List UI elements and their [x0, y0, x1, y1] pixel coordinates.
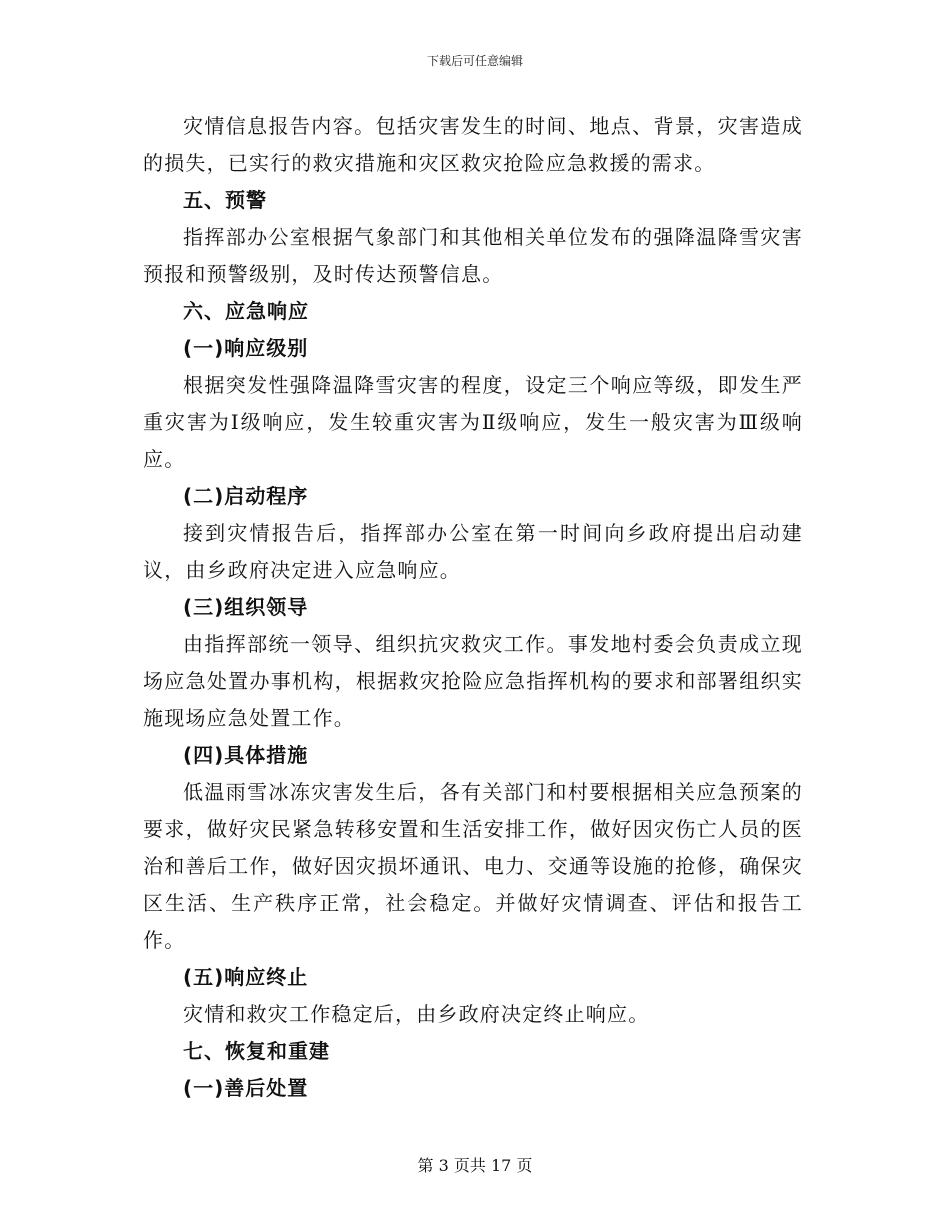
section-heading: 七、恢复和重建	[183, 1039, 330, 1063]
paragraph: 根据突发性强降温降雪灾害的程度，设定三个响应等级，即发生严重灾害为Ⅰ级响应，发生较重灾害为Ⅱ级响应，发生一般灾害为Ⅲ级响应。	[143, 373, 803, 471]
paragraph: 指挥部办公室根据气象部门和其他相关单位发布的强降温降雪灾害预报和预警级别，及时传达预警信息。	[143, 225, 803, 286]
page-header: 下载后可任意编辑	[426, 54, 523, 68]
paragraph: 低温雨雪冰冻灾害发生后，各有关部门和村要根据相关应急预案的要求，做好灾民紧急转移安置和生活安排工作，做好因灾伤亡人员的医治和善后工作，做好因灾损坏通讯、电力、交通等设施的抢修，确保灾区生活、生产秩序正常，社会稳定。并做好灾情调查、评估和报告工作。	[143, 780, 803, 952]
page-footer: 第 3 页共 17 页	[417, 1156, 533, 1175]
document-body	[143, 108, 803, 1107]
subsection-heading: (一)善后处置	[183, 1076, 309, 1100]
paragraph: 由指挥部统一领导、组织抗灾救灾工作。事发地村委会负责成立现场应急处置办事机构，根据救灾抢险应急指挥机构的要求和部署组织实施现场应急处置工作。	[143, 632, 803, 730]
paragraph: 灾情和救灾工作稳定后，由乡政府决定终止响应。	[183, 1002, 650, 1026]
subsection-heading: (五)响应终止	[183, 965, 309, 989]
paragraph: 接到灾情报告后，指挥部办公室在第一时间向乡政府提出启动建议，由乡政府决定进入应急响应。	[143, 521, 803, 582]
section-heading: 六、应急响应	[183, 299, 309, 323]
paragraph: 灾情信息报告内容。包括灾害发生的时间、地点、背景，灾害造成的损失，已实行的救灾措施和灾区救灾抢险应急救援的需求。	[143, 114, 803, 175]
subsection-heading: (三)组织领导	[183, 595, 309, 619]
subsection-heading: (二)启动程序	[183, 484, 309, 508]
section-heading: 五、预警	[183, 188, 267, 212]
subsection-heading: (一)响应级别	[183, 336, 309, 360]
subsection-heading: (四)具体措施	[183, 743, 309, 767]
